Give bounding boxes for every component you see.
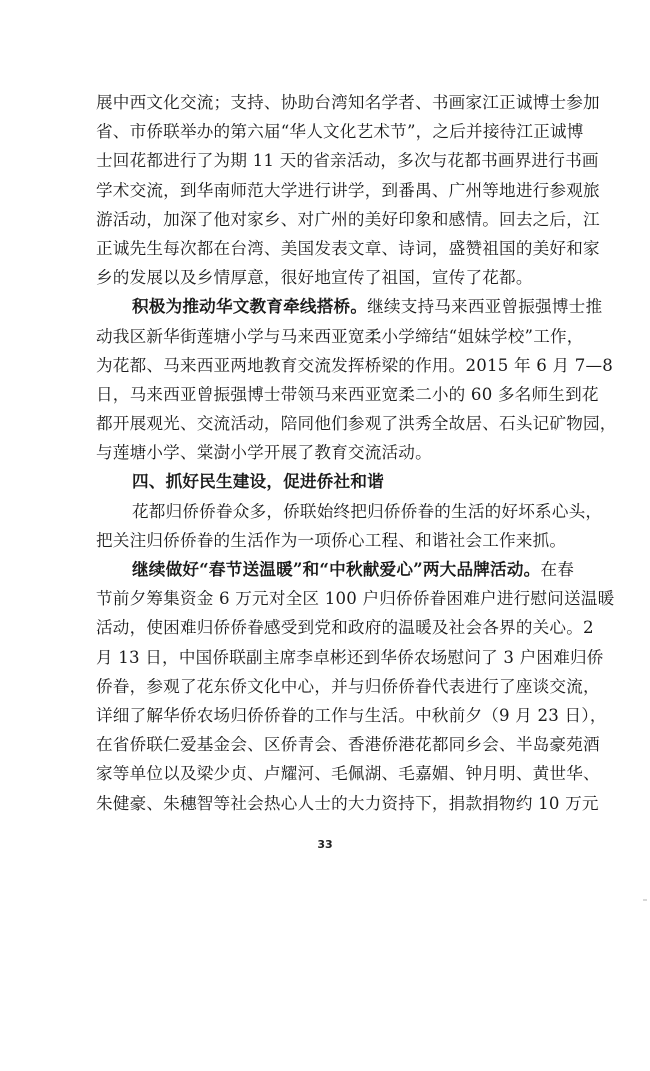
line-text: 都开展观光、交流活动，陪同他们参观了洪秀全故居、石头记矿物园， <box>96 414 617 434</box>
text-line <box>96 701 607 730</box>
text-line <box>96 234 600 263</box>
line-text: 在春 <box>540 560 575 579</box>
text-line <box>96 380 599 409</box>
text-line <box>96 176 600 205</box>
text-line <box>96 643 604 672</box>
line-text: 乡的发展以及乡情厚意，很好地宣传了祖国，宣传了花都。 <box>96 268 533 288</box>
text-line <box>96 789 599 818</box>
line-text: 月 13 日，中国侨联副主席李卓彬还到华侨农场慰问了 3 户困难归侨 <box>96 647 604 667</box>
scan-artifact <box>643 899 647 901</box>
text-line <box>96 555 575 584</box>
line-text: 花都归侨侨眷众多，侨联始终把归侨侨眷的生活的好坏系心头， <box>132 501 603 521</box>
page-number: 33 <box>317 838 333 851</box>
line-text: 把关注归侨侨眷的生活作为一项侨心工程、和谐社会工作来抓。 <box>96 530 567 550</box>
line-text: 省、市侨联举办的第六届“华人文化艺术节”，之后并接待江正诚博 <box>96 122 584 142</box>
bold-lead-in: 继续做好“春节送温暖”和“中秋献爱心”两大品牌活动。 <box>132 559 541 579</box>
line-text: 与莲塘小学、棠澍小学开展了教育交流活动。 <box>96 443 432 463</box>
text-line <box>96 117 584 146</box>
text-line <box>96 263 536 292</box>
line-text: 动我区新华街莲塘小学与马来西亚宽柔小学缔结“姐妹学校”工作， <box>96 326 584 346</box>
line-text: 展中西文化交流；支持、协助台湾知名学者、书画家江正诚博士参加 <box>96 93 600 112</box>
line-text: 继续支持马来西亚曾振强博士推 <box>367 297 603 317</box>
section-heading-text: 四、抓好民生建设，促进侨社和谐 <box>132 471 384 492</box>
line-text: 为花都、马来西亚两地教育交流发挥桥梁的作用。2015 年 6 月 7—8 <box>96 355 614 375</box>
line-text: 士回花都进行了为期 11 天的省亲活动，多次与花都书画界进行书画 <box>96 151 599 171</box>
text-line <box>96 292 603 321</box>
text-line <box>96 497 603 526</box>
line-text: 日，马来西亚曾振强博士带领马来西亚宽柔二小的 60 多名师生到花 <box>96 384 599 404</box>
text-line <box>96 672 600 701</box>
text-line <box>96 205 600 234</box>
section-heading <box>96 467 536 496</box>
text-line <box>96 759 600 788</box>
line-text: 家等单位以及梁少贞、卢耀河、毛佩湖、毛嘉媚、钟月明、黄世华、 <box>96 764 600 784</box>
line-text: 学术交流，到华南师范大学进行讲学，到番禺、广州等地进行参观旅 <box>96 180 600 200</box>
text-line <box>96 146 599 175</box>
text-line <box>96 409 617 438</box>
text-line <box>96 613 594 642</box>
line-text: 在省侨联仁爱基金会、区侨青会、香港侨港花都同乡会、半岛豪苑酒 <box>96 735 600 755</box>
line-text: 朱健豪、朱穗智等社会热心人士的大力资持下，捐款捐物约 10 万元 <box>96 793 599 813</box>
body-text <box>96 88 617 818</box>
line-text: 节前夕筹集资金 6 万元对全区 100 户归侨侨眷困难户进行慰问送温暖 <box>96 589 615 609</box>
text-line <box>96 322 584 351</box>
line-text: 活动，使困难归侨侨眷感受到党和政府的温暖及社会各界的关心。2 <box>96 618 594 638</box>
text-line <box>96 584 615 613</box>
text-line <box>96 438 536 467</box>
line-text: 详细了解华侨农场归侨侨眷的工作与生活。中秋前夕（9 月 23 日）， <box>96 705 607 725</box>
line-text: 正诚先生每次都在台湾、美国发表文章、诗词，盛赞祖国的美好和家 <box>96 238 600 258</box>
text-line <box>96 88 600 117</box>
text-line <box>96 351 614 380</box>
line-text: 游活动，加深了他对家乡、对广州的美好印象和感情。回去之后，江 <box>96 209 600 229</box>
text-line <box>96 730 600 759</box>
bold-lead-in: 积极为推动华文教育牵线搭桥。 <box>132 296 368 317</box>
text-line <box>96 526 567 555</box>
line-text: 侨眷，参观了花东侨文化中心，并与归侨侨眷代表进行了座谈交流， <box>96 676 600 696</box>
